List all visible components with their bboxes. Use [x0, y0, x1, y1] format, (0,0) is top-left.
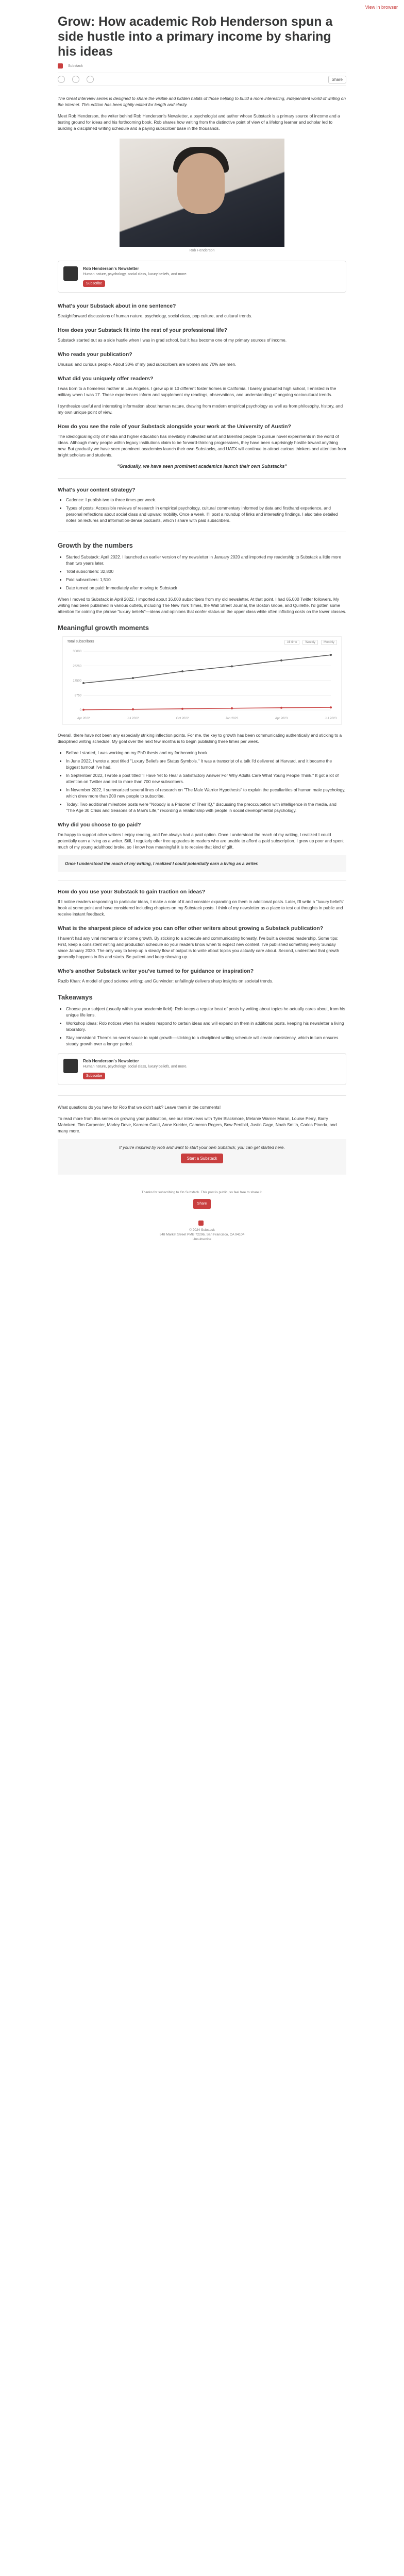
data-point: [280, 707, 282, 709]
post-actions: [58, 73, 346, 86]
section-heading: Takeaways: [58, 993, 93, 1001]
photo-caption: Rob Henderson: [189, 249, 215, 252]
x-tick-label: Jul 2022: [127, 717, 139, 720]
question-heading: Who's another Substack writer you've turned to for guidance or inspiration?: [58, 968, 254, 974]
growth-chart: [62, 636, 342, 725]
growth-list: [58, 554, 346, 591]
y-tick-label: 26250: [73, 665, 81, 668]
list-item: • Choose your subject (usually within your academic field): Rob keeps a regular beat of posts by writing about topics he actually cares about, from his unique life lens.: [66, 1006, 346, 1018]
comment-icon[interactable]: [72, 76, 79, 83]
legend-all-time[interactable]: All time: [284, 640, 300, 645]
question-heading: What's your content strategy?: [58, 487, 136, 493]
intro-text: The Great Interview series is designed to share the visible and hidden habits of those helping to build a more interesting, independent world of writing on the internet. This edition has been lightly edited for length and clarity.: [58, 96, 346, 107]
question-heading: Why did you choose to go paid?: [58, 822, 141, 828]
y-tick-label: 0: [79, 709, 81, 712]
divider: [58, 1095, 346, 1096]
data-point: [330, 706, 332, 708]
author-name[interactable]: Substack: [68, 64, 83, 68]
y-tick-label: 17500: [73, 680, 81, 683]
publication-embed[interactable]: [58, 1053, 346, 1085]
pull-quote: "Gradually, we have seen prominent academics launch their own Substacks": [117, 464, 287, 469]
publication-logo: [63, 1059, 78, 1073]
question-heading: How does your Substack fit into the rest of your professional life?: [58, 327, 228, 333]
y-tick-label: 35000: [73, 650, 81, 653]
x-tick-label: Jan 2023: [225, 717, 239, 720]
subscribe-button[interactable]: Subscribe: [83, 280, 105, 287]
list-item: • Stay consistent: There's no secret sauce to rapid growth—sticking to a disciplined writing schedule will create consistency, which in turn ensures steady growth over a longer period.: [66, 1035, 346, 1047]
list-item: • Started Substack: April 2022. I launched an earlier version of my newsletter in January 2020 and imported my readership to Substack a little more than two years later.: [66, 554, 346, 566]
list-item: • In September 2022, I wrote a post titled "I Have Yet to Hear a Satisfactory Answer For Why Adults Care What Young People Think." It got a lot of attention on Twitter and led to more than 700 new subscribers.: [66, 772, 346, 785]
data-point: [132, 708, 134, 710]
footer-copyright: © 2024 Substack: [189, 1228, 215, 1232]
chart-svg: [63, 637, 341, 724]
x-tick-label: Jul 2023: [325, 717, 337, 720]
quote-text: Once I understood the reach of my writing, I realized I could potentially earn a living as a writer.: [65, 861, 259, 866]
data-point: [132, 677, 134, 679]
unsubscribe-link[interactable]: Unsubscribe: [192, 1238, 212, 1241]
list-item: • Cadence: I publish two to three times per week.: [66, 497, 346, 503]
list-item: • Types of posts: Accessible reviews of research in empirical psychology, cultural commentary informed by data and firsthand experience, and personal reflections about social class and upward mobility. Once a week, I'll post a roundup of links and interesting findings. I also take detailed notes on lectures and information-dense podcasts, which I share with paid subscribers.: [66, 505, 346, 523]
series-line-paid: [83, 707, 331, 710]
footer-address: 548 Market Street PMB 72296, San Francisco, CA 94104: [159, 1233, 245, 1236]
growth-paragraph: When I moved to Substack in April 2022, I imported about 16,000 subscribers from my old newsletter. At that point, I had 65,000 Twitter followers. My writing had been published in various outlets, including The New York Times, the Wall Street Journal, the Boston Globe, and Quillette. I'd gotten some attention for coining the phrase "luxury beliefs"—ideas and opinions that confer status on the upper class while often inflicting costs on the lower classes.: [58, 597, 346, 614]
series-line-total: [83, 655, 331, 683]
x-tick-label: Apr 2022: [77, 717, 90, 720]
publication-embed[interactable]: [58, 261, 346, 293]
question-heading: How do you see the role of your Substack alongside your work at the University of Austin?: [58, 423, 291, 430]
list-item: • Before I started, I was working on my PhD thesis and my forthcoming book.: [66, 750, 346, 756]
list-item: • Date turned on paid: Immediately after moving to Substack: [66, 585, 346, 591]
answer: Razib Khan: A model of good science writing; and Gurwinder: unfailingly delivers sharp insights on societal trends.: [58, 978, 274, 984]
publication-desc: Human nature, psychology, social class, luxury beliefs, and more.: [83, 1065, 188, 1069]
legend-weekly[interactable]: Weekly: [302, 640, 318, 645]
x-tick-label: Oct 2022: [176, 717, 189, 720]
answer: I was born to a homeless mother in Los Angeles. I grew up in 10 different foster homes in California. I barely graduated high school, I enlisted in the military when I was 17. These experiences inform and supplement my readings, observations, and understanding of ongoing sociocultural trends.: [58, 386, 336, 397]
restack-icon[interactable]: [87, 76, 94, 83]
list-item: • Total subscribers: 32,800: [66, 568, 346, 574]
cta-box: [58, 1139, 346, 1175]
data-point: [231, 707, 233, 709]
data-point: [231, 665, 233, 667]
overall-paragraph: Overall, there have not been any especially striking inflection points. For me, the key to growth has been communicating authentically and sticking to a disciplined writing schedule. My goal over the next few months is to begin publishing three times per week.: [58, 733, 342, 744]
question-heading: Who reads your publication?: [58, 351, 132, 358]
publication-desc: Human nature, psychology, social class, luxury beliefs, and more.: [83, 273, 188, 276]
question-heading: What is the sharpest piece of advice you can offer other writers about growing a Substack publication?: [58, 925, 324, 931]
closing-question: What questions do you have for Rob that we didn't ask? Leave them in the comments!: [58, 1105, 221, 1110]
list-item: • In November 2022, I summarized several lines of research on "The Male Warrior Hypothesis" to explain the peculiarities of human male psychology, which drew more than 200 new people to subscribe.: [66, 787, 346, 799]
chart-title: Total subscribers: [67, 640, 94, 643]
publication-name: Rob Henderson's Newsletter: [83, 1059, 139, 1063]
share-button[interactable]: Share: [328, 76, 346, 83]
takeaways-list: [58, 1006, 346, 1047]
question-heading: What did you uniquely offer readers?: [58, 376, 154, 382]
subscribe-button[interactable]: Subscribe: [83, 1073, 105, 1079]
author-photo: [120, 139, 284, 247]
question-heading: How do you use your Substack to gain traction on ideas?: [58, 889, 206, 895]
legend-monthly[interactable]: Monthly: [321, 640, 337, 645]
data-point: [82, 682, 85, 684]
view-in-browser-link[interactable]: View in browser: [365, 5, 398, 10]
photo-face: [177, 153, 225, 214]
strategy-list: [58, 497, 346, 523]
data-point: [79, 709, 85, 712]
answer: If I notice readers responding to particular ideas, I make a note of it and consider expanding on them in additional posts. Later, I'll write a "luxury beliefs" book at some point and have considered including chapters on my Substack posts. I think of my newsletter as a place to test out thoughts in public and receive instant feedback.: [58, 899, 344, 917]
substack-logo: [58, 63, 63, 69]
list-item: • In June 2022, I wrote a post titled "Luxury Beliefs are Status Symbols." It was a transcript of a talk I'd delivered at Harvard, and it became the biggest turnout I've had.: [66, 758, 346, 770]
section-heading: Meaningful growth moments: [58, 624, 149, 632]
answer: I synthesize useful and interesting information about human nature, drawing from modern empirical psychology as well as from philosophy, history, and my own unique point of view.: [58, 403, 343, 415]
highlight-quote: [58, 855, 346, 872]
list-item: • Paid subscribers: 1,510: [66, 577, 346, 583]
answer: The ideological rigidity of media and higher education has inevitably motivated smart and talented people to pursue novel experiments in the world of ideas. Although many people within legacy institutions claim to be forward-thinking progressives, they have been surprisingly hostile toward anything new. But gradually we have seen prominent academics launch their own Substacks, and UATX will continue to attract curious thinkers and attention from bright scholars and students.: [58, 434, 346, 457]
closing-series: To read more from this series on growing your publication, see our interviews with Tyler Blackmore, Melanie Warner Moran, Louise Perry, Barry Mahnken, Tim Carpenter, Marley Dove, Kareem Gantt, Anne Kreider, Cameron Rogers, Bow Penfold, Justin Gage, Noah Smith, Carlos Pineda, and many more.: [58, 1116, 337, 1133]
lead-paragraph: Meet Rob Henderson, the writer behind Rob Henderson's Newsletter, a psychologist and author whose Substack is a primary source of income and a testing ground for ideas and his forthcoming book. Rob shares how writing from the distinctive point of view of a lifelong learner and scholar led to building a disciplined writing schedule and a paying subscriber base in the thousands.: [58, 113, 340, 131]
section-heading: Growth by the numbers: [58, 541, 133, 549]
start-substack-button[interactable]: Start a Substack: [181, 1154, 224, 1163]
footer-substack-logo: [198, 1221, 204, 1226]
data-point: [280, 659, 282, 662]
data-point: [330, 654, 332, 656]
divider: [58, 478, 346, 479]
thanks-text: Thanks for subscribing to On Substack. This post is public, so feel free to share it.: [141, 1191, 263, 1194]
cta-text: If you're inspired by Rob and want to start your own Substack, you can get started here.: [119, 1145, 285, 1150]
publication-logo: [63, 266, 78, 281]
question-heading: What's your Substack about in one sentence?: [58, 303, 176, 309]
answer: Substack started out as a side hustle when I was in grad school, but it has become one of my primary sources of income.: [58, 337, 287, 343]
x-tick-label: Apr 2023: [275, 717, 288, 720]
answer: Unusual and curious people. About 30% of my paid subscribers are women and 70% are men.: [58, 362, 237, 367]
answer: I haven't had any viral moments or income growth. By sticking to a schedule and communicating honestly, I've built a devoted readership. Some tips: First, keep a consistent writing and production schedule so your readers know when to expect new content. I've published something every Sunday since January 2020. The only way to keep up a steady flow of output is to write about topics you actually care about. Second, understand that growth generally happens in fits and starts. Be patient and keep showing up.: [58, 936, 339, 959]
list-item: • Workshop ideas: Rob notices when his readers respond to certain ideas and will expand on them in additional posts, keeping his newsletter a living laboratory.: [66, 1020, 346, 1032]
page-title: Grow: How academic Rob Henderson spun a side hustle into a primary income by sharing his ideas: [58, 14, 333, 59]
like-icon[interactable]: [58, 76, 65, 83]
answer: I'm happy to support other writers I enjoy reading, and I've always had a paid option. Once I understood the reach of my writing, I realized I could potentially earn a living as a writer. Still, I regularly offer free upgrades to readers who are unable to afford a paid subscription. I grew up poor and spent much of my young adulthood broke, so I know how meaningful it is to receive that kind of gift.: [58, 832, 344, 850]
data-point: [181, 670, 183, 672]
y-tick-label: 8750: [74, 694, 81, 698]
footer-share-button[interactable]: Share: [193, 1199, 211, 1209]
answer: Straightforward discussions of human nature, psychology, social class, pop culture, and cultural trends.: [58, 313, 252, 318]
moments-list: [58, 750, 346, 814]
data-point: [181, 708, 183, 710]
publication-name: Rob Henderson's Newsletter: [83, 266, 139, 271]
list-item: • Today: Two additional milestone posts were "Nobody is a Prisoner of Their IQ," discussing the preoccupation with intelligence in the media, and "The Age 30 Crisis and Seasons of a Man's Life," recording a relationship with people in social developmental psychology.: [66, 801, 346, 814]
